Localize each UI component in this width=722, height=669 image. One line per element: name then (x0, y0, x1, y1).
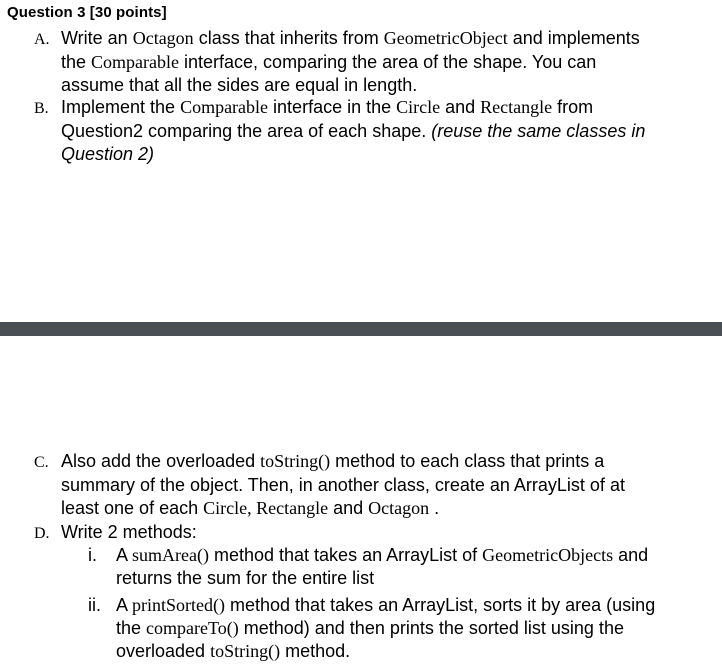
method-name-sumarea: sumArea() (132, 545, 209, 565)
class-name-rectangle: Rectangle (480, 97, 553, 117)
class-name-octagon: Octagon (368, 498, 430, 518)
italic-note: (reuse the same classes in (431, 121, 646, 141)
text-run: . (429, 498, 440, 518)
item-marker-c: C. (34, 454, 49, 471)
text-run: method) and then prints the sorted list using the (238, 618, 624, 638)
sub-item-i-line-1 (88, 544, 648, 567)
class-name-circle: Circle (396, 97, 441, 117)
text-run: Question2 comparing the area of each shape. (61, 121, 432, 141)
class-names-circle-rectangle: Circle, Rectangle (203, 498, 329, 518)
list-item-d (34, 521, 197, 545)
text-run: A (116, 545, 133, 565)
method-name-printsorted: printSorted() (132, 595, 225, 615)
text-run: Also add the overloaded (61, 451, 261, 471)
item-a-line-3: assume that all the sides are equal in length. (61, 75, 418, 95)
sub-item-i (88, 544, 648, 590)
text-run: Implement the (61, 97, 181, 117)
item-a-line-2 (34, 51, 640, 74)
text-run: Write 2 methods: (61, 522, 197, 542)
text-run: A (116, 595, 133, 615)
item-c-line-1 (34, 450, 625, 474)
item-c-line-2: summary of the object. Then, in another class, create an ArrayList of at (61, 475, 625, 495)
class-name-octagon: Octagon (132, 28, 194, 48)
class-name-geometricobject: GeometricObject (383, 28, 508, 48)
text-run: method. (280, 641, 351, 661)
method-name-tostring: toString() (260, 451, 331, 471)
text-run: from (552, 97, 594, 117)
sub-item-marker-i: i. (88, 545, 97, 565)
item-d-line-1 (34, 521, 197, 545)
text-run: the (61, 52, 92, 72)
text-run: class that inherits from (193, 28, 384, 48)
method-name-compareto: compareTo() (146, 618, 239, 638)
item-marker-a: A. (34, 31, 50, 48)
item-a-line-1 (34, 27, 640, 51)
item-b-line-3: Question 2) (61, 144, 155, 164)
text-run: and (440, 97, 481, 117)
sub-item-i-line-2: returns the sum for the entire list (116, 568, 375, 588)
class-name-geometricobjects: GeometricObjects (482, 545, 614, 565)
page-divider (0, 322, 722, 336)
text-run: least one of each (61, 498, 204, 518)
sub-item-ii-line-3 (88, 640, 655, 663)
item-marker-d: D. (34, 525, 50, 542)
interface-name-comparable: Comparable (91, 52, 180, 72)
interface-name-comparable: Comparable (180, 97, 269, 117)
text-run: method that takes an ArrayList, sorts it by area (using (225, 595, 656, 615)
text-run: the (116, 618, 147, 638)
list-item-c (34, 450, 625, 520)
text-run: Write an (61, 28, 133, 48)
text-run: method to each class that prints a (330, 451, 605, 471)
sub-item-ii-line-2 (88, 617, 655, 640)
method-name-tostring: toString() (210, 641, 281, 661)
sub-item-ii-line-1 (88, 594, 655, 617)
item-c-line-3 (34, 497, 625, 520)
item-b-line-2 (34, 120, 645, 143)
text-run: and implements (507, 28, 640, 48)
text-run: and (328, 498, 369, 518)
text-run: overloaded (116, 641, 211, 661)
list-item-b (34, 96, 645, 166)
sub-item-marker-ii: ii. (88, 595, 101, 615)
sub-item-ii (88, 594, 655, 663)
question-heading: Question 3 [30 points] (7, 4, 167, 21)
text-run: interface, comparing the area of the shape. You can (179, 52, 597, 72)
text-run: interface in the (268, 97, 397, 117)
text-run: method that takes an ArrayList of (208, 545, 483, 565)
item-marker-b: B. (34, 100, 49, 117)
list-item-a (34, 27, 640, 97)
text-run: and (613, 545, 649, 565)
item-b-line-1 (34, 96, 645, 120)
